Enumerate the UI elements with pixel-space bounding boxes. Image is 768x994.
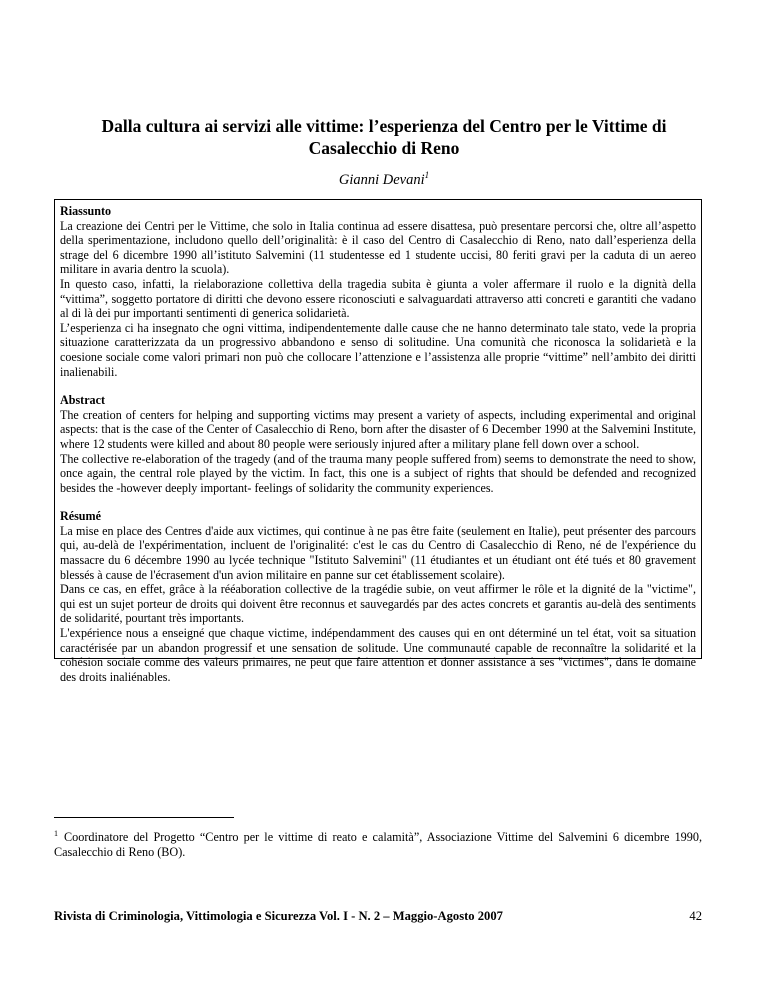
journal-footer: Rivista di Criminologia, Vittimologia e Sicurezza Vol. I - N. 2 – Maggio-Agosto 2007 xyxy=(54,909,503,923)
section-abstract xyxy=(60,393,696,495)
footnote-marker: 1 xyxy=(54,829,58,838)
section-heading: Riassunto xyxy=(60,204,112,218)
paragraph: The collective re-elaboration of the tragedy (and of the trauma many people suffered from) seems to demonstrate the need to show, once again, the central role played by the victim. In fact, this one is a subject of rights that should be defended and recognized besides the -however deeply important- feelings of solidarity the community experiences. xyxy=(60,451,696,495)
author-name: Gianni Devani xyxy=(338,171,425,188)
footnote-separator xyxy=(54,817,234,818)
section-body xyxy=(60,524,696,685)
section-body xyxy=(60,219,696,380)
section-riassunto xyxy=(60,204,696,379)
section-heading: Résumé xyxy=(60,509,101,524)
paragraph: In questo caso, infatti, la rielaborazione collettiva della tragedia subita è giunta a voler affermare il ruolo e la dignità della “vittima”, soggetto portatore di diritti che devono essere riconosciuti e salvaguardati attraverso atti concreti e garantiti che vadano al di là dei pur importanti sentimenti di generica solidarietà. xyxy=(60,276,696,321)
paragraph: La mise en place des Centres d'aide aux victimes, qui continue à ne pas être faite (seulement en Italie), peut présenter des parcours qui, au-delà de l'expérimentation, incluent de l'originalité: c'est le cas du Centro di Casalecchio di Reno, né de l'expérience du massacre du 6 décembre 1990 au lycée technique "Istituto Salvemini" (11 étudiantes et un étudiant ont été tués et 80 gravement blessés à cause de l'écrasement d'un avion militaire en panne sur cet établissement scolaire). xyxy=(60,523,696,582)
author-line xyxy=(0,170,768,189)
page-number: 42 xyxy=(689,909,702,923)
paragraph: La creazione dei Centri per le Vittime, che solo in Italia continua ad essere disattesa, può presentare percorsi che, oltre all’aspetto della sperimentazione, includono quello dell’originalità: è il caso del Centro di Casalecchio di Reno, nato dall’esperienza della strage del 6 dicembre 1990 all’istituto Salvemini (11 studentesse ed 1 studente uccisi, 80 feriti gravi per la caduta di un aereo militare in avaria dentro la scuola). xyxy=(60,218,696,277)
abstract-box xyxy=(54,199,702,684)
paragraph: L’esperienza ci ha insegnato che ogni vittima, indipendentemente dalle cause che ne hanno determinato tale stato, vede la propria situazione caratterizzata da un progressivo abbandono e senso di solitudine. Una comunità che riconosca la solidarietà e la coesione sociale come valori primari non può che collocare l’attenzione e l’assistenza alle proprie “vittime” nell’ambito dei diritti inalienabili. xyxy=(60,320,696,379)
paragraph: L'expérience nous a enseigné que chaque victime, indépendamment des causes qui en ont déterminé un tel état, voit sa situation caractérisée par un abandon progressif et une sensation de solitude. Une communauté capable de reconnaître la solidarité et la cohésion sociale comme des valeurs primaires, ne peut que faire attention et donner assistance à ses "victimes", dans le domaine des droits inaliénables. xyxy=(60,626,696,684)
footnote-text: Coordinatore del Progetto “Centro per le vittime di reato e calamità”, Associazione Vittime del Salvemini 6 dicembre 1990, Casalecchio di Reno (BO). xyxy=(54,830,702,860)
footnote xyxy=(54,826,702,860)
section-resume xyxy=(60,509,696,684)
section-body xyxy=(60,408,696,496)
paragraph: Dans ce cas, en effet, grâce à la rééaboration collective de la tragédie subie, on veut affirmer le rôle et la dignité de la "victime", qui est un sujet porteur de droits qui doivent être reconnus et sauvegardés par des actes concrets et garantis au-delà des sentiments de solidarité, pourtant très importants. xyxy=(60,582,696,626)
section-heading: Abstract xyxy=(60,393,106,408)
author-footnote-marker: 1 xyxy=(424,170,430,180)
article-title: Dalla cultura ai servizi alle vittime: l’esperienza del Centro per le Vittime di Casalecchio di Reno xyxy=(101,116,667,158)
paragraph: The creation of centers for helping and supporting victims may present a variety of aspects, including experimental and original aspects: that is the case of the Center of Casalecchio di Reno, born after the disaster of 6 December 1990 at the Salvemini Institute, where 12 students were killed and about 80 people were seriously injured after a military plane fell down over a school. xyxy=(60,407,696,451)
